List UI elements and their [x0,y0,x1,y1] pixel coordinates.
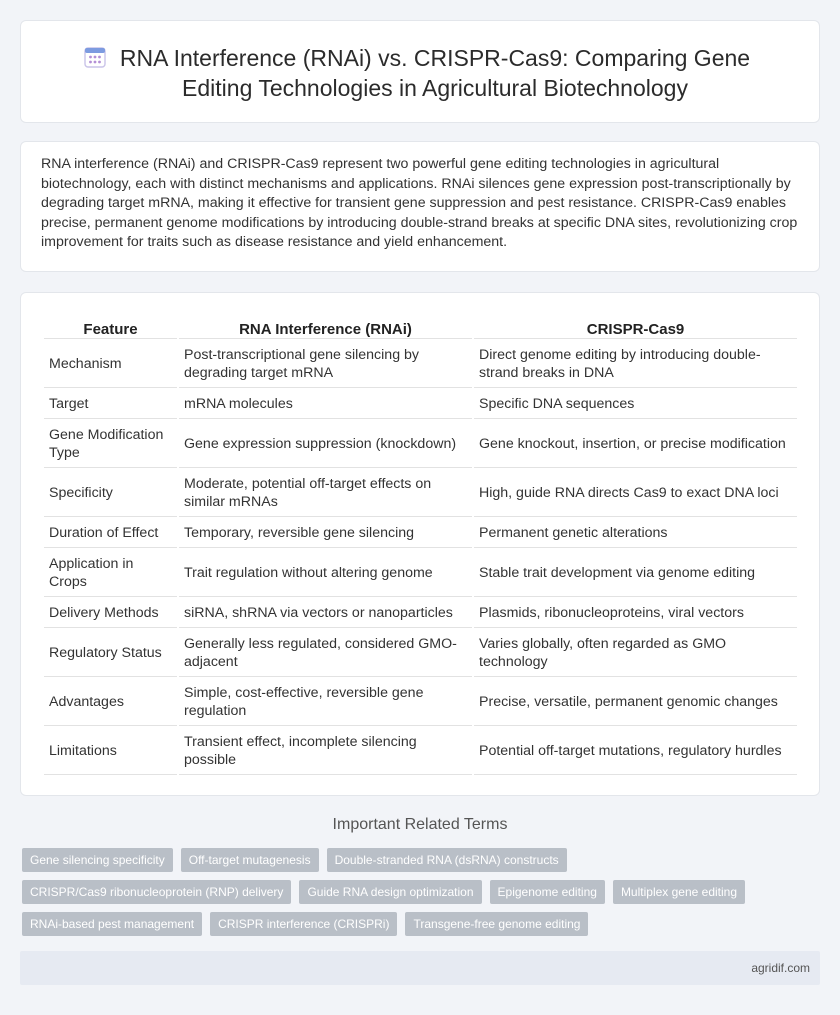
footer-domain[interactable]: agridif.com [751,961,810,975]
crispr-cell: Permanent genetic alterations [474,519,797,548]
rnai-cell: Trait regulation without altering genome [179,550,472,597]
comparison-table [42,314,799,777]
page-title: RNA Interference (RNAi) vs. CRISPR-Cas9: Comparing Gene Editing Technologies in Agricultural Biotechnology [119,45,751,101]
rnai-cell: Gene expression suppression (knockdown) [179,421,472,468]
related-term-tag[interactable]: Off-target mutagenesis [181,848,319,872]
feature-cell: Mechanism [44,341,177,388]
rnai-cell: Simple, cost-effective, reversible gene regulation [179,679,472,726]
related-term-tag[interactable]: Double-stranded RNA (dsRNA) constructs [327,848,567,872]
rnai-cell: mRNA molecules [179,390,472,419]
related-term-tag[interactable]: Multiplex gene editing [613,880,745,904]
intro-card [20,141,820,272]
rnai-cell: Post-transcriptional gene silencing by degrading target mRNA [179,341,472,388]
intro-paragraph: RNA interference (RNAi) and CRISPR-Cas9 represent two powerful gene editing technologies in agricultural biotechnology, each with distinct mechanisms and applications. RNAi silences gene expression post-transcriptionally by degrading target mRNA, making it effective for transient gene suppression and pest resistance. CRISPR-Cas9 enables precise, permanent genome modifications by introducing double-strand breaks at specific DNA sites, revolutionizing crop improvement for traits such as disease resistance and yield enhancement. [41,156,798,250]
table-row [44,341,797,388]
crispr-cell: Specific DNA sequences [474,390,797,419]
crispr-cell: Varies globally, often regarded as GMO technology [474,630,797,677]
crispr-cell: Stable trait development via genome editing [474,550,797,597]
rnai-cell: Temporary, reversible gene silencing [179,519,472,548]
table-row [44,630,797,677]
related-terms-title: Important Related Terms [332,816,508,833]
title-card [20,20,820,123]
table-row [44,519,797,548]
feature-cell: Advantages [44,679,177,726]
rnai-cell: siRNA, shRNA via vectors or nanoparticles [179,599,472,628]
crispr-cell: Precise, versatile, permanent genomic changes [474,679,797,726]
header-feature: Feature [44,316,177,339]
rnai-cell: Transient effect, incomplete silencing possible [179,728,472,775]
related-term-tag[interactable]: RNAi-based pest management [22,912,202,936]
rnai-cell: Generally less regulated, considered GMO-adjacent [179,630,472,677]
crispr-cell: Plasmids, ribonucleoproteins, viral vectors [474,599,797,628]
related-term-tag[interactable]: CRISPR/Cas9 ribonucleoprotein (RNP) delivery [22,880,291,904]
feature-cell: Gene Modification Type [44,421,177,468]
related-term-tag[interactable]: Guide RNA design optimization [299,880,481,904]
table-row [44,728,797,775]
table-row [44,679,797,726]
tag-row [22,880,822,904]
table-row [44,421,797,468]
comparison-table-card [20,292,820,796]
table-row [44,599,797,628]
header-crispr: CRISPR-Cas9 [474,316,797,339]
feature-cell: Target [44,390,177,419]
header-rnai: RNA Interference (RNAi) [179,316,472,339]
crispr-cell: Gene knockout, insertion, or precise modification [474,421,797,468]
related-terms [22,848,822,944]
crispr-cell: Direct genome editing by introducing double-strand breaks in DNA [474,341,797,388]
feature-cell: Duration of Effect [44,519,177,548]
related-term-tag[interactable]: CRISPR interference (CRISPRi) [210,912,397,936]
table-header-row [44,316,797,339]
footer [20,951,820,985]
table-row [44,550,797,597]
table-row [44,390,797,419]
feature-cell: Delivery Methods [44,599,177,628]
crispr-cell: High, guide RNA directs Cas9 to exact DNA loci [474,470,797,517]
feature-cell: Application in Crops [44,550,177,597]
related-term-tag[interactable]: Epigenome editing [490,880,605,904]
tag-row [22,848,822,872]
tag-row [22,912,822,936]
crispr-cell: Potential off-target mutations, regulatory hurdles [474,728,797,775]
related-term-tag[interactable]: Gene silencing specificity [22,848,173,872]
feature-cell: Specificity [44,470,177,517]
feature-cell: Limitations [44,728,177,775]
table-row [44,470,797,517]
related-term-tag[interactable]: Transgene-free genome editing [405,912,588,936]
rnai-cell: Moderate, potential off-target effects on similar mRNAs [179,470,472,517]
feature-cell: Regulatory Status [44,630,177,677]
